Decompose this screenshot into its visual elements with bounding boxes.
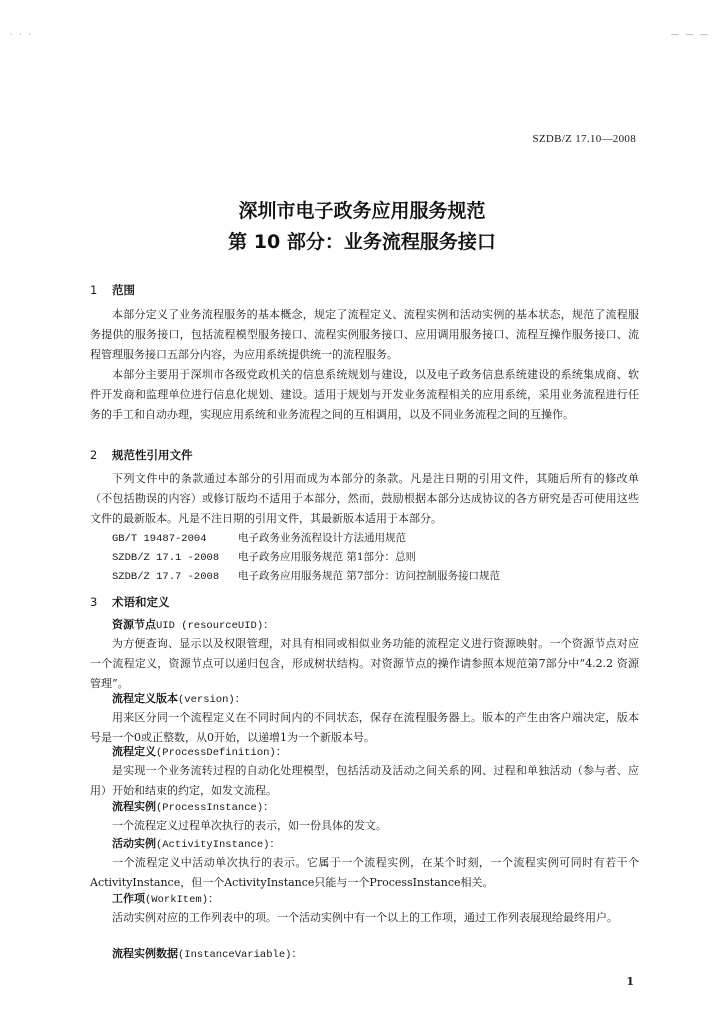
term-english: UID (resourceUID) [156,620,264,632]
term-english: (InstanceVariable) [178,949,292,961]
term-name: 流程实例数据 [112,947,178,960]
term-definition: 一个流程定义中活动单次执行的表示。它属于一个流程实例，在某个时刻，一个流程实例可同时有若干个ActivityInstance，但一个ActivityInstance只能与一个ProcessInstance相关。 [90,856,639,889]
term-suffix: ： [263,800,275,813]
term-suffix: ： [269,837,281,850]
section-number: 2 [90,448,98,462]
term-definition: 是实现一个业务流转过程的自动化处理模型，包括活动及活动之间关系的网、过程和单独活动（参与者、应用）开始和结束的约定，如发文流程。 [90,764,639,797]
term-heading [112,616,274,632]
term-suffix: ： [275,745,287,758]
section-number: 3 [90,595,98,609]
term-english: (ProcessInstance) [156,802,264,814]
corner-mark-right: — — — [670,30,710,39]
document-title: 深圳市电子政务应用服务规范 [238,200,486,222]
reference-item [112,549,416,564]
term-name: 流程实例 [112,800,156,813]
term-definition: 为方便查询、显示以及权限管理，对具有相同或相似业务功能的流程定义进行资源映射。一个资源节点对应一个流程定义，资源节点可以递归包含，形成树状结构。对资源节点的操作请参照本规范第7部分中“4.2.2 资源管理”。 [90,637,639,690]
reference-item [112,568,500,583]
reference-code: GB/T 19487-2004 [112,533,207,545]
term-definition: 用来区分同一个流程定义在不同时间内的不同状态，保存在流程服务器上。版本的产生由客户端决定，版本号是一个0或正整数，从0开始，以递增1为一个新版本号。 [90,711,639,744]
term-english: (ProcessDefinition) [156,747,276,759]
section-heading-scope [90,282,135,298]
term-suffix: ： [291,947,303,960]
reference-code: SZDB/Z 17.7 -2008 [112,571,220,583]
reference-name: 电子政务应用服务规范 第7部分：访问控制服务接口规范 [238,570,501,582]
section-title: 术语和定义 [112,595,170,609]
reference-name: 电子政务应用服务规范 第1部分：总则 [238,551,417,563]
section-heading-references [90,447,193,463]
term-heading [112,835,280,851]
reference-item [112,530,406,545]
references-intro-paragraph: 下列文件中的条款通过本部分的引用而成为本部分的条款。凡是注日期的引用文件，其随后所有的修改单（不包括勘误的内容）或修订版均不适用于本部分，然而，鼓励根据本部分达成协议的各方研究是否可使用这些文件的最新版本。凡是不注日期的引用文件，其最新版本适用于本部分。 [90,472,639,525]
term-definition: 活动实例对应的工作列表中的项。一个活动实例中有一个以上的工作项，通过工作列表展现给最终用户。 [112,911,618,924]
term-heading [112,743,287,759]
term-heading [112,690,246,706]
term-name: 活动实例 [112,837,156,850]
reference-code: SZDB/Z 17.1 -2008 [112,552,220,564]
scope-paragraph-2: 本部分主要用于深圳市各级党政机关的信息系统规划与建设，以及电子政务信息系统建设的系统集成商、软件开发商和监理单位进行信息化规划、建设。适用于规划与开发业务流程相关的应用系统，采用业务流程进行任务的手工和自动办理，实现应用系统和业务流程之间的互相调用，以及不同业务流程之间的互操作。 [90,368,639,421]
term-name: 流程定义 [112,745,156,758]
section-heading-terms [90,594,170,610]
scope-paragraph-1: 本部分定义了业务流程服务的基本概念，规定了流程定义、流程实例和活动实例的基本状态，规范了流程服务提供的服务接口，包括流程模型服务接口、流程实例服务接口、应用调用服务接口、流程互操作服务接口、流程管理服务接口五部分内容，为应用系统提供统一的流程服务。 [90,308,639,361]
term-heading [112,890,219,906]
document-subtitle: 第 10 部分：业务流程服务接口 [228,231,496,253]
term-english: (version) [178,694,235,706]
section-title: 规范性引用文件 [112,448,193,462]
term-english: (ActivityInstance) [156,839,270,851]
term-heading [112,798,274,814]
term-suffix: ： [234,692,246,705]
corner-mark-left: · · · [10,30,33,39]
term-name: 工作项 [112,892,145,905]
term-name: 流程定义版本 [112,692,178,705]
term-suffix: ： [208,892,220,905]
section-title: 范围 [112,283,135,297]
term-name: 资源节点 [112,618,156,631]
reference-name: 电子政务业务流程设计方法通用规范 [238,532,406,544]
term-english: (WorkItem) [145,894,209,906]
section-number: 1 [90,283,98,297]
document-number: SZDB/Z 17.10—2008 [532,133,636,145]
term-heading [112,945,302,961]
page-number: 1 [626,975,634,988]
term-suffix: ： [263,618,275,631]
term-definition: 一个流程定义过程单次执行的表示，如一份具体的发文。 [112,819,387,832]
